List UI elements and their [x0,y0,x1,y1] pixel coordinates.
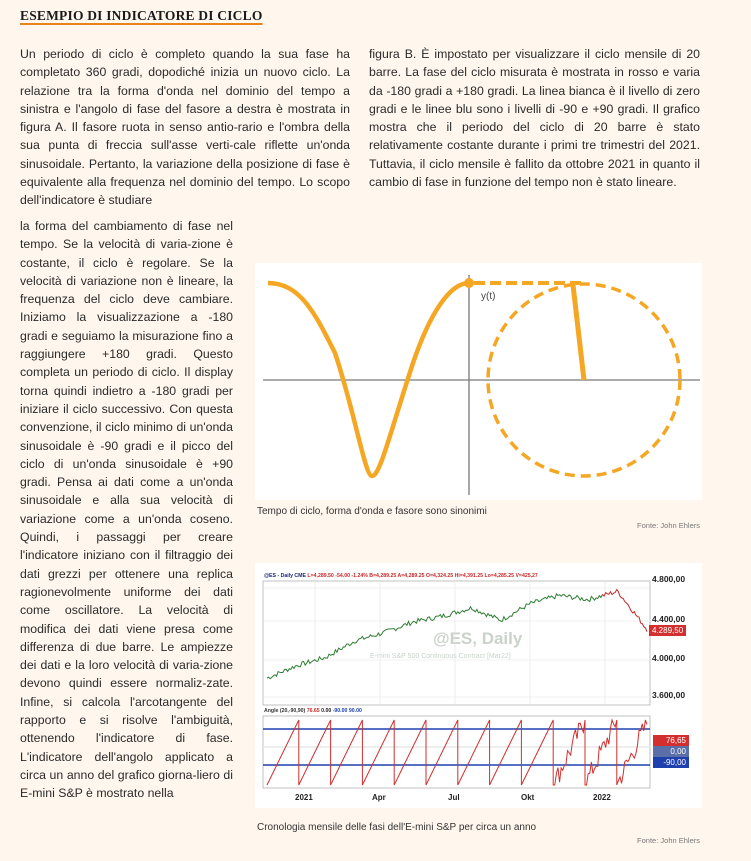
watermark-symbol: @ES, Daily [433,629,523,648]
indicator-header: Angle (20,-90,90) 76.65 0.00 -90.00 90.00 [264,708,362,714]
price-tick-4400: 4.400,00 [652,614,686,624]
price-tick-3600: 3.600,00 [652,690,686,700]
last-price-badge: 4.289,50 [649,625,686,636]
wave-peak-dot [464,278,474,288]
article-heading: ESEMPIO DI INDICATORE DI CICLO [20,8,263,23]
angle-series-line [267,720,647,785]
phasor-arm [573,285,584,380]
watermark-contract: E-mini S&P 500 Continuous Contract [Mar22] [370,653,511,660]
chart-header: @ES - Daily CME L=4,289.50 -54.00 -1.24% B=4,289.25 A=4,289.25 O=4,324.25 Hi=4,391.25 Lo=4,285.25 V=425,27 [264,573,538,579]
figure-a-caption: Tempo di ciclo, forma d'onda e fasore sono sinonimi [257,506,487,517]
phasor-diagram [255,263,702,500]
minus90-level-badge: -90,00 [653,757,689,768]
x-tick-okt: Okt [521,793,535,802]
paragraph-left-column: la forma del cambiamento di fase nel tempo. Se la velocità di varia-zione è costante, il ciclo è regolare. Se la velocità di variazione non è lineare, la frequenza del ciclo deve cambiare. Iniziamo la visualizzazione a -180 gradi e seguiamo la misurazione fino a raggiungere +180 gradi. Questo completa un periodo di ciclo. Il display torna quindi indietro a -180 gradi per iniziare il ciclo successivo. Con questa convenzione, il ciclo minimo di un'onda sinusoidale è -90 gradi e il picco del ciclo di un'onda sinusoidale è +90 gradi. Pensa ai dati come a un'onda sinusoidale e alla sua velocità di variazione come a un'onda coseno. Quindi, i passaggi per creare l'indicatore iniziano con il filtraggio dei dati grezzi per ottenere una replica ragionevolmente uniforme dei dati come oscillatore. La velocità di modifica dei dati viene presa come differenza di due barre. Le ampiezze dei dati e la loro velocità di varia-zione devono quindi essere normaliz-zate. Infine, si calcola l'arcotangente del rapporto e si risolve l'ambiguità, ottenendo l'indicatore di fase. L'indicatore dell'angolo applicato a circa un anno del grafico giorna-liero di E-mini S&P è mostrato nella [20,219,233,801]
price-tick-4000: 4.000,00 [652,653,686,663]
price-series-down [602,590,647,632]
paragraph-right-column: figura B. È impostato per visualizzare il ciclo mensile di 20 barre. La fase del ciclo misurata è mostrata in rosso e varia da -180 gradi a +180 gradi. La linea bianca è il livello di zero gradi e le linee blu sono i livelli di -90 e +90 gradi. Il grafico mostra che il periodo del ciclo di 20 barre è stato relativamente costante durante i primi tre trimestri del 2021. Tuttavia, il ciclo mensile è fallito da ottobre 2021 in quanto il cambio di fase in funzione del tempo non è stato lineare. [369,47,700,190]
figure-b-caption: Cronologia mensile delle fasi dell'E-mini S&P per circa un anno [257,822,537,833]
x-tick-jul: Jul [448,793,460,802]
figure-a-phasor [255,263,702,500]
x-tick-2022: 2022 [593,793,611,802]
price-series-line [267,594,602,679]
label-yt: y(t) [481,291,496,302]
price-chart-svg [255,563,702,808]
price-tick-4800: 4.800,00 [652,574,686,584]
x-tick-apr: Apr [372,793,386,802]
figure-b-chart [255,563,702,808]
figure-a-source: Fonte: John Ehlers [637,521,700,530]
angle-value-badge: 76,65 [653,735,689,746]
paragraph-intro: Un periodo di ciclo è completo quando la sua fase ha completato 360 gradi, dopodiché inizia un nuovo ciclo. La relazione tra la forma d'onda nel dominio del tempo a sinistra e l'angolo di fase del fasore a destra è mostrata in figura A. Il fasore ruota in senso antio-rario e l'ombra della sua punta di freccia sull'asse verti-cale riflette un'onda sinusoidale. Pertanto, la variazione della posizione di fase è equivalente alla frequenza nel dominio del tempo. Lo scopo dell'indicatore è studiare [20,47,350,208]
x-tick-2021: 2021 [295,793,313,802]
zero-level-badge: 0,00 [653,746,689,757]
figure-b-source: Fonte: John Ehlers [637,836,700,845]
